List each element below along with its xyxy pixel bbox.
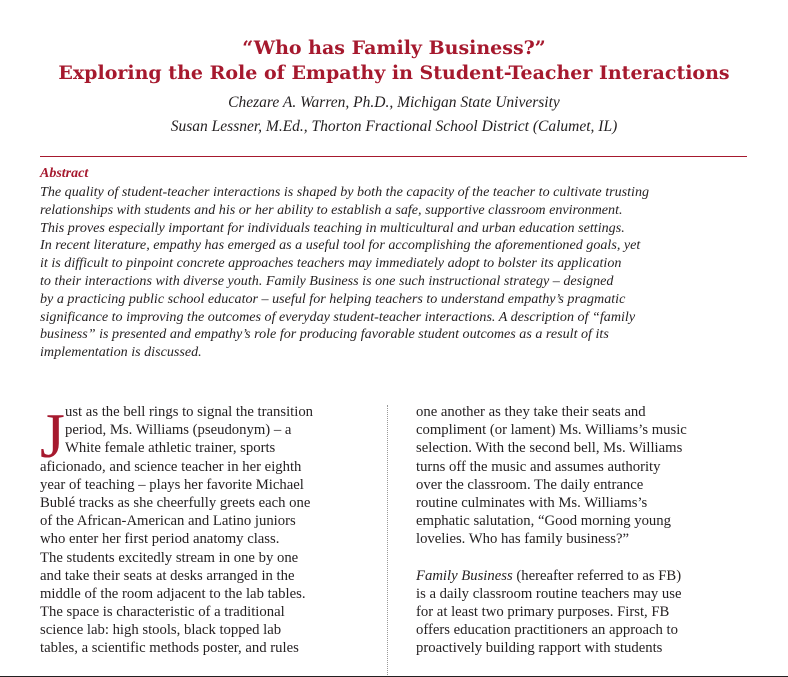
abstract-line: implementation is discussed. [40, 344, 202, 361]
body-line: selection. With the second bell, Ms. Williams [416, 440, 683, 457]
body-line: aficionado, and science teacher in her eighth [40, 458, 302, 475]
abstract-line: In recent literature, empathy has emerged as a useful tool for accomplishing the aforementioned goals, yet [40, 237, 641, 254]
body-column-left [40, 400, 314, 658]
abstract-line: This proves especially important for individuals teaching in multicultural and urban education settings. [40, 219, 625, 236]
abstract-body [40, 184, 760, 362]
body-line: is a daily classroom routine teachers may use [416, 585, 682, 602]
body-line: The space is characteristic of a traditional [40, 604, 285, 621]
body-line: over the classroom. The daily entrance [416, 476, 644, 493]
abstract-line: relationships with students and his or her ability to establish a safe, supportive classroom environment. [40, 201, 623, 218]
abstract-line: significance to improving the outcomes of everyday student-teacher interactions. A description of “family [40, 308, 636, 325]
body-line: proactively building rapport with students [416, 640, 663, 657]
drop-cap: J [40, 400, 65, 471]
body-line: emphatic salutation, “Good morning young [416, 513, 671, 530]
body-line: compliment (or lament) Ms. Williams’s music [416, 422, 687, 439]
body-line: The students excitedly stream in one by one [40, 549, 299, 566]
body-line: White female athletic trainer, sports [65, 440, 276, 457]
author-1: Chezare A. Warren, Ph.D., Michigan State University [228, 94, 560, 111]
body-line: and take their seats at desks arranged in the [40, 567, 295, 584]
body-line: of the African-American and Latino juniors [40, 513, 296, 530]
paper-title-line2: Exploring the Role of Empathy in Student-Teacher Interactions [58, 62, 730, 84]
abstract-line: business” is presented and empathy’s role for producing favorable student outcomes as a result of its [40, 326, 609, 343]
body-column-right [416, 403, 687, 658]
body-line: routine culminates with Ms. Williams’s [416, 494, 648, 511]
body-line: middle of the room adjacent to the lab tables. [40, 585, 306, 602]
body-line: turns off the music and assumes authority [416, 458, 661, 475]
body-line: tables, a scientific methods poster, and rules [40, 640, 299, 657]
body-line: offers education practitioners an approach to [416, 622, 678, 639]
body-line: period, Ms. Williams (pseudonym) – a [65, 422, 292, 439]
body-line: one another as they take their seats and [416, 404, 646, 420]
paragraph-gap [416, 549, 687, 567]
column-divider [387, 405, 388, 677]
author-2: Susan Lessner, M.Ed., Thorton Fractional School District (Calumet, IL) [170, 118, 618, 135]
body-line-rest: (hereafter referred to as FB) [512, 567, 682, 584]
body-line: year of teaching – plays her favorite Michael [40, 476, 304, 493]
family-business-term: Family Business [416, 567, 513, 584]
abstract-line: The quality of student-teacher interactions is shaped by both the capacity of the teacher to cultivate trusting [40, 184, 650, 200]
abstract-heading: Abstract [40, 166, 89, 181]
abstract-line: it is difficult to pinpoint concrete approaches teachers may immediately adopt to bolster its application [40, 255, 622, 272]
body-line: Bublé tracks as she cheerfully greets each one [40, 494, 311, 511]
abstract-line: to their interactions with diverse youth. Family Business is one such instructional strategy – designed [40, 272, 614, 289]
body-line: who enter her first period anatomy class. [40, 531, 280, 548]
body-line: lovelies. Who has family business?” [416, 531, 630, 548]
header-rule [40, 156, 747, 157]
paper-title-line1: “Who has Family Business?” [242, 37, 546, 59]
body-line: ust as the bell rings to signal the transition [65, 404, 314, 420]
body-line: science lab: high stools, black topped lab [40, 622, 282, 639]
body-line [416, 567, 687, 585]
abstract-line: by a practicing public school educator – useful for helping teachers to understand empathy’s pragmatic [40, 290, 626, 307]
body-line: for at least two primary purposes. First, FB [416, 604, 670, 621]
